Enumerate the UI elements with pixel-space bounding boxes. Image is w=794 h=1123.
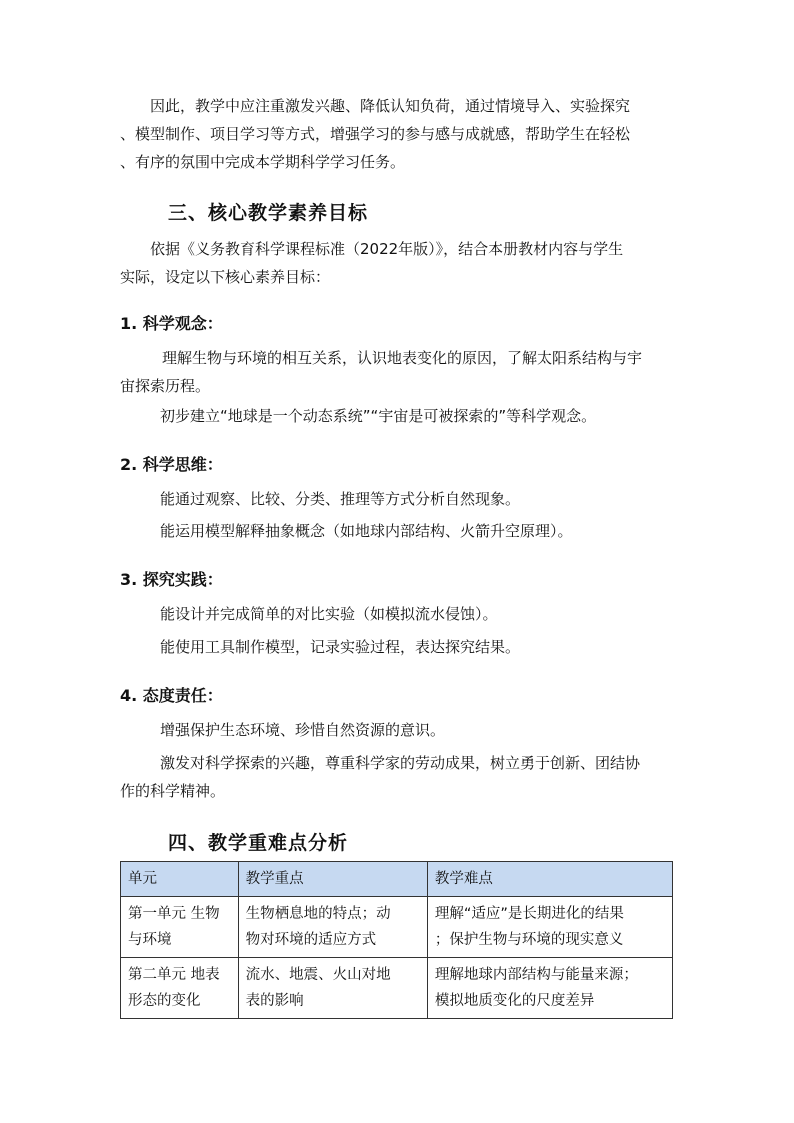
table-header-difficulties: 教学难点 <box>427 862 672 897</box>
cell-line: 第二单元 地表 <box>128 967 220 983</box>
table-header-key-points: 教学重点 <box>238 862 427 897</box>
key-difficulty-table <box>120 861 673 1019</box>
table-cell-key-point <box>238 897 427 958</box>
table-header-row <box>121 862 673 897</box>
goal-heading-inquiry-practice: 3. 探究实践： <box>120 570 223 589</box>
table-cell-unit <box>121 897 239 958</box>
goal-heading-attitude-responsibility: 4. 态度责任： <box>120 686 223 705</box>
goal-4-line-2: 激发对科学探索的兴趣，尊重科学家的劳动成果，树立勇于创新、团结协 <box>160 754 641 772</box>
goal-3-line-1: 能设计并完成简单的对比实验（如模拟流水侵蚀）。 <box>160 605 498 623</box>
cell-line: 理解“适应”是长期进化的结果 <box>434 906 624 922</box>
section-3-lead-line-1: 依据《义务教育科学课程标准（2022年版）》，结合本册教材内容与学生 <box>150 240 624 258</box>
goal-heading-science-thinking: 2. 科学思维： <box>120 455 223 474</box>
goal-1-line-1: 理解生物与环境的相互关系，认识地表变化的原因，了解太阳系结构与宇 <box>162 349 643 367</box>
cell-line: ；保护生物与环境的现实意义 <box>434 932 624 948</box>
cell-line: 流水、地震、火山对地 <box>245 967 391 983</box>
section-3-lead-line-2: 实际，设定以下核心素养目标： <box>120 268 331 286</box>
table-cell-difficulty <box>427 958 672 1019</box>
cell-line: 与环境 <box>128 932 172 948</box>
intro-line-3: 、有序的氛围中完成本学期科学学习任务。 <box>120 153 406 171</box>
cell-line: 物对环境的适应方式 <box>245 932 377 948</box>
section-4-title: 四、教学重难点分析 <box>168 832 349 854</box>
goal-2-line-2: 能运用模型解释抽象概念（如地球内部结构、火箭升空原理）。 <box>160 522 573 540</box>
table-cell-difficulty <box>427 897 672 958</box>
table-cell-unit <box>121 958 239 1019</box>
intro-line-1: 因此，教学中应注重激发兴趣、降低认知负荷，通过情境导入、实验探究 <box>150 97 631 115</box>
cell-line: 理解地球内部结构与能量来源； <box>434 967 638 983</box>
goal-4-line-1: 增强保护生态环境、珍惜自然资源的意识。 <box>160 721 446 739</box>
cell-line: 模拟地质变化的尺度差异 <box>434 993 595 1009</box>
goal-3-line-2: 能使用工具制作模型，记录实验过程，表达探究结果。 <box>160 638 521 656</box>
goal-2-line-1: 能通过观察、比较、分类、推理等方式分析自然现象。 <box>160 490 521 508</box>
cell-line: 第一单元 生物 <box>128 906 220 922</box>
cell-line: 生物栖息地的特点；动 <box>245 906 391 922</box>
cell-line: 形态的变化 <box>128 993 201 1009</box>
table-row <box>121 958 673 1019</box>
goal-1-line-2: 宙探索历程。 <box>120 377 211 395</box>
intro-line-2: 、模型制作、项目学习等方式，增强学习的参与感与成就感，帮助学生在轻松 <box>120 125 631 143</box>
cell-line: 表的影响 <box>245 993 304 1009</box>
goal-heading-science-concept: 1. 科学观念： <box>120 314 223 333</box>
table-row <box>121 897 673 958</box>
goal-1-line-3: 初步建立“地球是一个动态系统”“宇宙是可被探索的”等科学观念。 <box>160 407 597 425</box>
table-cell-key-point <box>238 958 427 1019</box>
table-header-unit: 单元 <box>121 862 239 897</box>
section-3-title: 三、核心教学素养目标 <box>168 202 369 224</box>
goal-4-line-3: 作的科学精神。 <box>120 782 226 800</box>
